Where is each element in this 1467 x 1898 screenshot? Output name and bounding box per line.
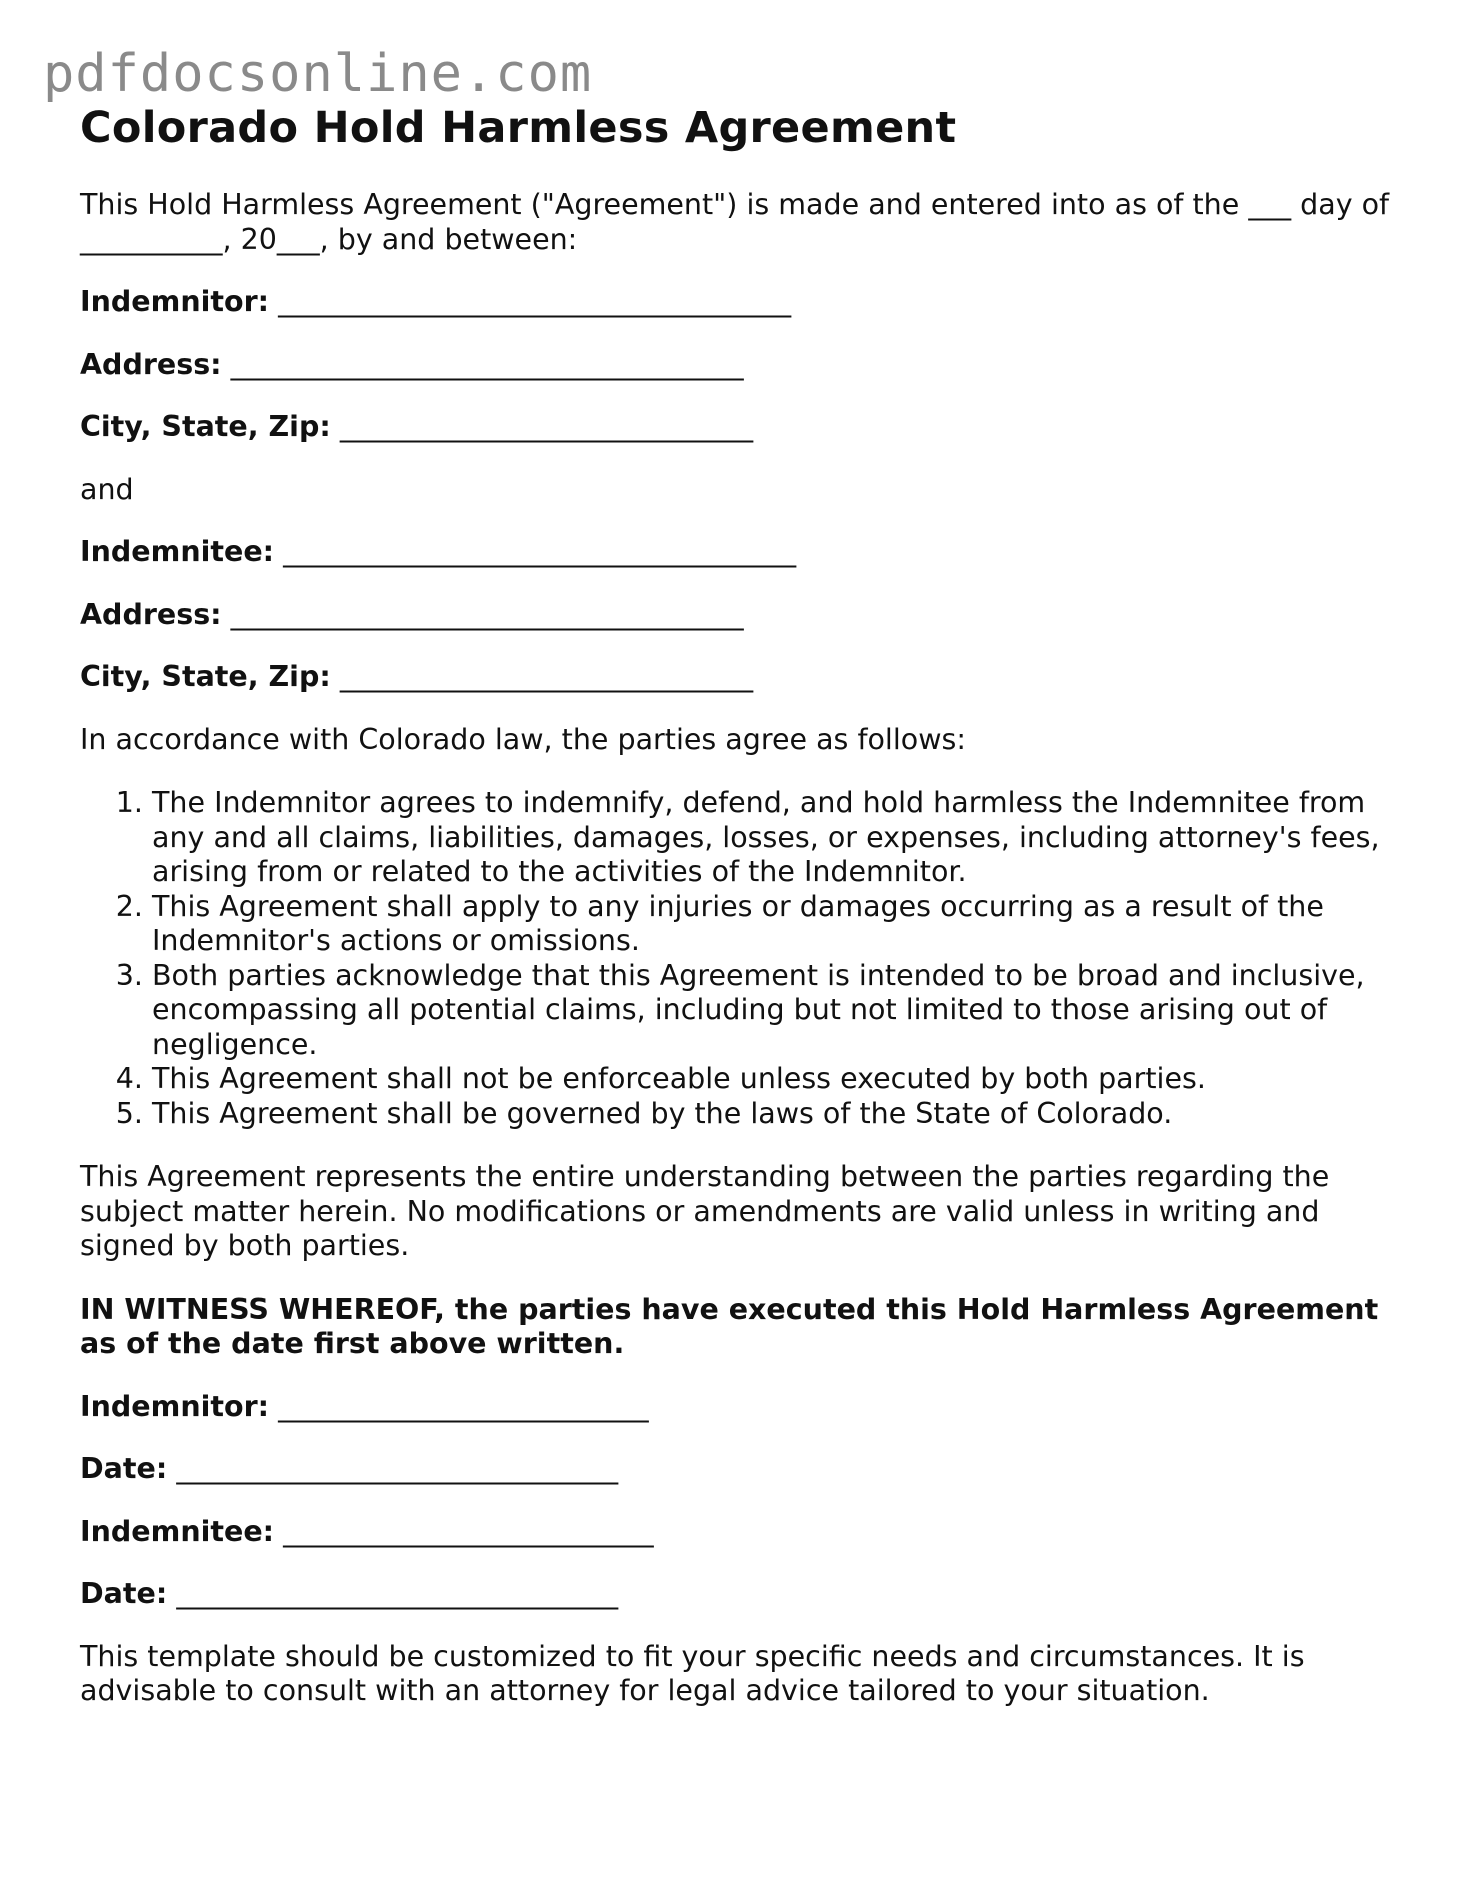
indemnitee-city-label: City, State, Zip: xyxy=(80,660,331,693)
connector-and: and xyxy=(80,472,134,506)
indemnitee-address-field xyxy=(80,598,1400,633)
indemnitor-city-label: City, State, Zip: xyxy=(80,410,331,443)
intro-paragraph: This Hold Harmless Agreement ("Agreement") is made and entered into as of the ___ day of __________, 20___, by and between: xyxy=(80,188,1390,256)
indemnitor-date-blank: _______________________________ xyxy=(176,1452,619,1485)
term-item: 1. The Indemnitor agrees to indemnify, defend, and hold harmless the Indemnitee from any and all claims, liabilities, damages, losses, or expenses, including attorney's fees, arising from or related to the activities of the Indemnitor. xyxy=(152,786,1400,890)
indemnitee-signature-field xyxy=(80,1515,1400,1550)
document-page xyxy=(80,98,1400,1709)
indemnitee-name-blank: ____________________________________ xyxy=(283,535,797,568)
accordance-paragraph: In accordance with Colorado law, the parties agree as follows: xyxy=(80,722,966,756)
terms-list xyxy=(80,786,1400,1131)
indemnitor-signature-label: Indemnitor: xyxy=(80,1389,270,1423)
term-item: 5. This Agreement shall be governed by the laws of the State of Colorado. xyxy=(152,1097,1400,1132)
entire-understanding-paragraph: This Agreement represents the entire understanding between the parties regarding the subject matter herein. No modifications or amendments are valid unless in writing and signed by both parties. xyxy=(80,1160,1330,1262)
indemnitee-signature-label: Indemnitee: xyxy=(80,1514,275,1548)
indemnitee-date-field xyxy=(80,1577,1400,1612)
indemnitor-signature-blank: __________________________ xyxy=(278,1389,649,1423)
watermark: pdfdocsonline.com xyxy=(43,44,593,104)
indemnitee-date-label: Date: xyxy=(80,1577,168,1610)
term-item: 3. Both parties acknowledge that this Agreement is intended to be broad and inclusive, encompassing all potential claims, including but not limited to those arising out of negligence. xyxy=(152,959,1400,1063)
indemnitor-city-blank: _____________________________ xyxy=(339,410,754,443)
indemnitee-name-label: Indemnitee: xyxy=(80,535,275,568)
footer-note: This template should be customized to fit your specific needs and circumstances. It is advisable to consult with an attorney for legal advice tailored to your situation. xyxy=(80,1639,1305,1707)
indemnitor-address-label: Address: xyxy=(80,347,222,381)
indemnitee-signature-blank: __________________________ xyxy=(283,1514,654,1548)
indemnitor-name-label: Indemnitor: xyxy=(80,285,270,318)
term-item: 2. This Agreement shall apply to any injuries or damages occurring as a result of the Indemnitor's actions or omissions. xyxy=(152,890,1400,959)
indemnitor-date-label: Date: xyxy=(80,1452,168,1485)
indemnitor-address-field xyxy=(80,348,1400,383)
indemnitee-city-blank: _____________________________ xyxy=(339,660,754,693)
indemnitor-city-field xyxy=(80,410,1400,445)
document-title: Colorado Hold Harmless Agreement xyxy=(80,103,957,153)
indemnitor-date-field xyxy=(80,1452,1400,1487)
witness-paragraph: IN WITNESS WHEREOF, the parties have executed this Hold Harmless Agreement as of the date first above written. xyxy=(80,1292,1379,1360)
indemnitee-address-blank: ____________________________________ xyxy=(230,597,744,631)
indemnitee-date-blank: _______________________________ xyxy=(176,1577,619,1610)
indemnitor-address-blank: ____________________________________ xyxy=(230,347,744,381)
term-item: 4. This Agreement shall not be enforceable unless executed by both parties. xyxy=(152,1062,1400,1097)
indemnitee-address-label: Address: xyxy=(80,597,222,631)
indemnitor-name-blank: ____________________________________ xyxy=(278,285,792,318)
indemnitee-city-field xyxy=(80,660,1400,695)
indemnitee-name-field xyxy=(80,535,1400,570)
indemnitor-signature-field xyxy=(80,1390,1400,1425)
indemnitor-name-field xyxy=(80,285,1400,320)
